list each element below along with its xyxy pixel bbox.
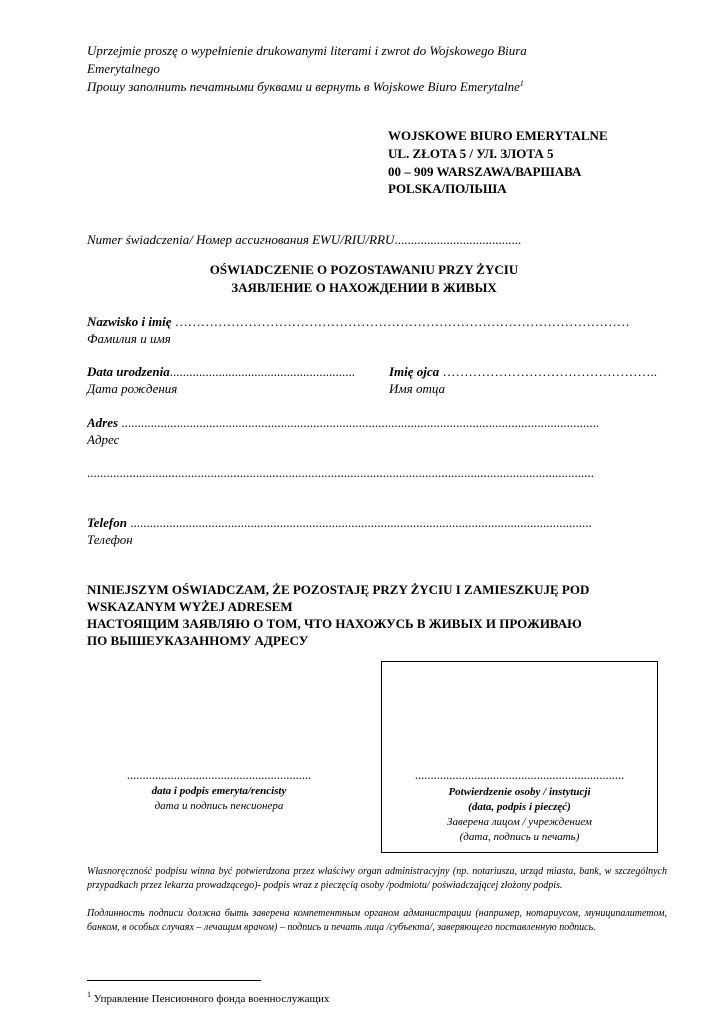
intro-line-2: Emerytalnego (87, 61, 160, 76)
note-ru: Подлинность подписи должна быть заверена компетентным органом администрации (например, нотариусом, муниципалитетом, банком, в особых случаях – лечащим врачом) – подпись и печать лица /субъекта/, заверяющего поставленную подпись. (87, 908, 667, 933)
benefit-number-dots: ....................................... (394, 232, 522, 247)
footnote-separator (87, 980, 261, 981)
applicant-signature-label-pl: data i podpis emeryta/rencisty (151, 785, 287, 797)
father-name-label-ru: Имя отца (389, 381, 446, 396)
confirmation-label-ru-2: (дата, подпись и печать) (459, 831, 580, 843)
intro-line-3 (87, 79, 524, 95)
address-dots: ................................................................................................................................................... (121, 415, 600, 430)
benefit-number-field[interactable] (87, 232, 521, 248)
phone-label-ru: Телефон (87, 532, 133, 547)
confirmation-label-pl-1: Potwierdzenie osoby / instytucji (448, 786, 591, 798)
declaration-line-4: ПО ВЫШЕУКАЗАННОМУ АДРЕСУ (87, 633, 309, 648)
confirmation-label-pl-2: (data, podpis i pieczęć) (468, 801, 571, 813)
phone-label-pl: Telefon (87, 515, 127, 530)
form-title-ru: ЗАЯВЛЕНИЕ О НАХОЖДЕНИИ В ЖИВЫХ (231, 280, 497, 295)
declaration-line-1: NINIEJSZYM OŚWIADCZAM, ŻE POZOSTAJĘ PRZY ŻYCIU I ZAMIESZKUJĘ POD (87, 582, 590, 597)
birth-date-dots: ......................................................... (169, 364, 355, 379)
father-name-field[interactable] (389, 364, 657, 380)
phone-field[interactable] (87, 515, 667, 531)
confirmation-signature-line: ................................................................... (414, 768, 625, 782)
intro-line-1: Uprzejmie proszę o wypełnienie drukowanymi literami i zwrot do Wojskowego Biura (87, 43, 527, 58)
intro-footnote-mark: 1 (519, 79, 524, 88)
form-title-pl: OŚWIADCZENIE O POZOSTAWANIU PRZY ŻYCIU (209, 262, 519, 277)
name-field[interactable] (87, 314, 667, 330)
birth-date-field[interactable] (87, 364, 355, 380)
address-line-3: 00 – 909 WARSZAWA/ВАРШАВА (388, 164, 582, 179)
applicant-signature-line[interactable]: ........................................................... (126, 768, 312, 782)
applicant-signature-label-ru: дата и подпись пенсионера (154, 800, 284, 812)
address-line-4: POLSKA/ПОЛЬША (388, 181, 507, 196)
footnote-text: Управление Пенсионного фонда военнослужащих (93, 993, 330, 1005)
address-line-2: UL. ZŁOTA 5 / УЛ. ЗЛОТА 5 (388, 146, 554, 161)
address-label-ru: Адрес (87, 432, 120, 447)
father-name-label-pl: Imię ojca (389, 364, 440, 379)
confirmation-label-ru-1: Заверена лицом / учреждением (447, 816, 592, 828)
benefit-number-label: Numer świadczenia/ Номер ассигнования EWU/RIU/RRU (87, 232, 395, 247)
birth-date-label-pl: Data urodzenia (87, 364, 170, 379)
father-name-dots: ………………………………………….. (442, 364, 657, 379)
address-line-1: WOJSKOWE BIURO EMERYTALNE (388, 128, 608, 143)
address-field[interactable] (87, 415, 667, 431)
name-label-pl: Nazwisko i imię (87, 314, 172, 329)
address-label-pl: Adres (87, 415, 119, 430)
declaration-line-2: WSKAZANYM WYŻEJ ADRESEM (87, 599, 293, 614)
name-dots: …………………………………………………………………………………………… (174, 314, 630, 329)
intro-line-3-text: Прошу заполнить печатными буквами и вернуть в Wojskowe Biuro Emerytalne (87, 79, 520, 94)
birth-date-label-ru: Дата рождения (87, 381, 178, 396)
footnote-mark: 1 (87, 990, 91, 999)
declaration-line-3: НАСТОЯЩИМ ЗАЯВЛЯЮ О ТОМ, ЧТО НАХОЖУСЬ В ЖИВЫХ И ПРОЖИВАЮ (87, 616, 582, 631)
name-label-ru: Фамилия и имя (87, 331, 171, 346)
phone-dots: .............................................................................................................................................. (130, 515, 592, 530)
footnote (87, 990, 329, 1005)
address-line-2-field[interactable]: ............................................................................................................................................................ (87, 465, 594, 480)
note-pl: Własnoręczność podpisu winna być potwierdzona przez właściwy organ administracyjny (np. notariusza, urząd miasta, bank, w szczególnych przypadkach przez lekarza prowadzącego)- podpis wraz z pieczęcią osoby /podmiotu/ poświadczającej złożony podpis. (87, 866, 667, 891)
